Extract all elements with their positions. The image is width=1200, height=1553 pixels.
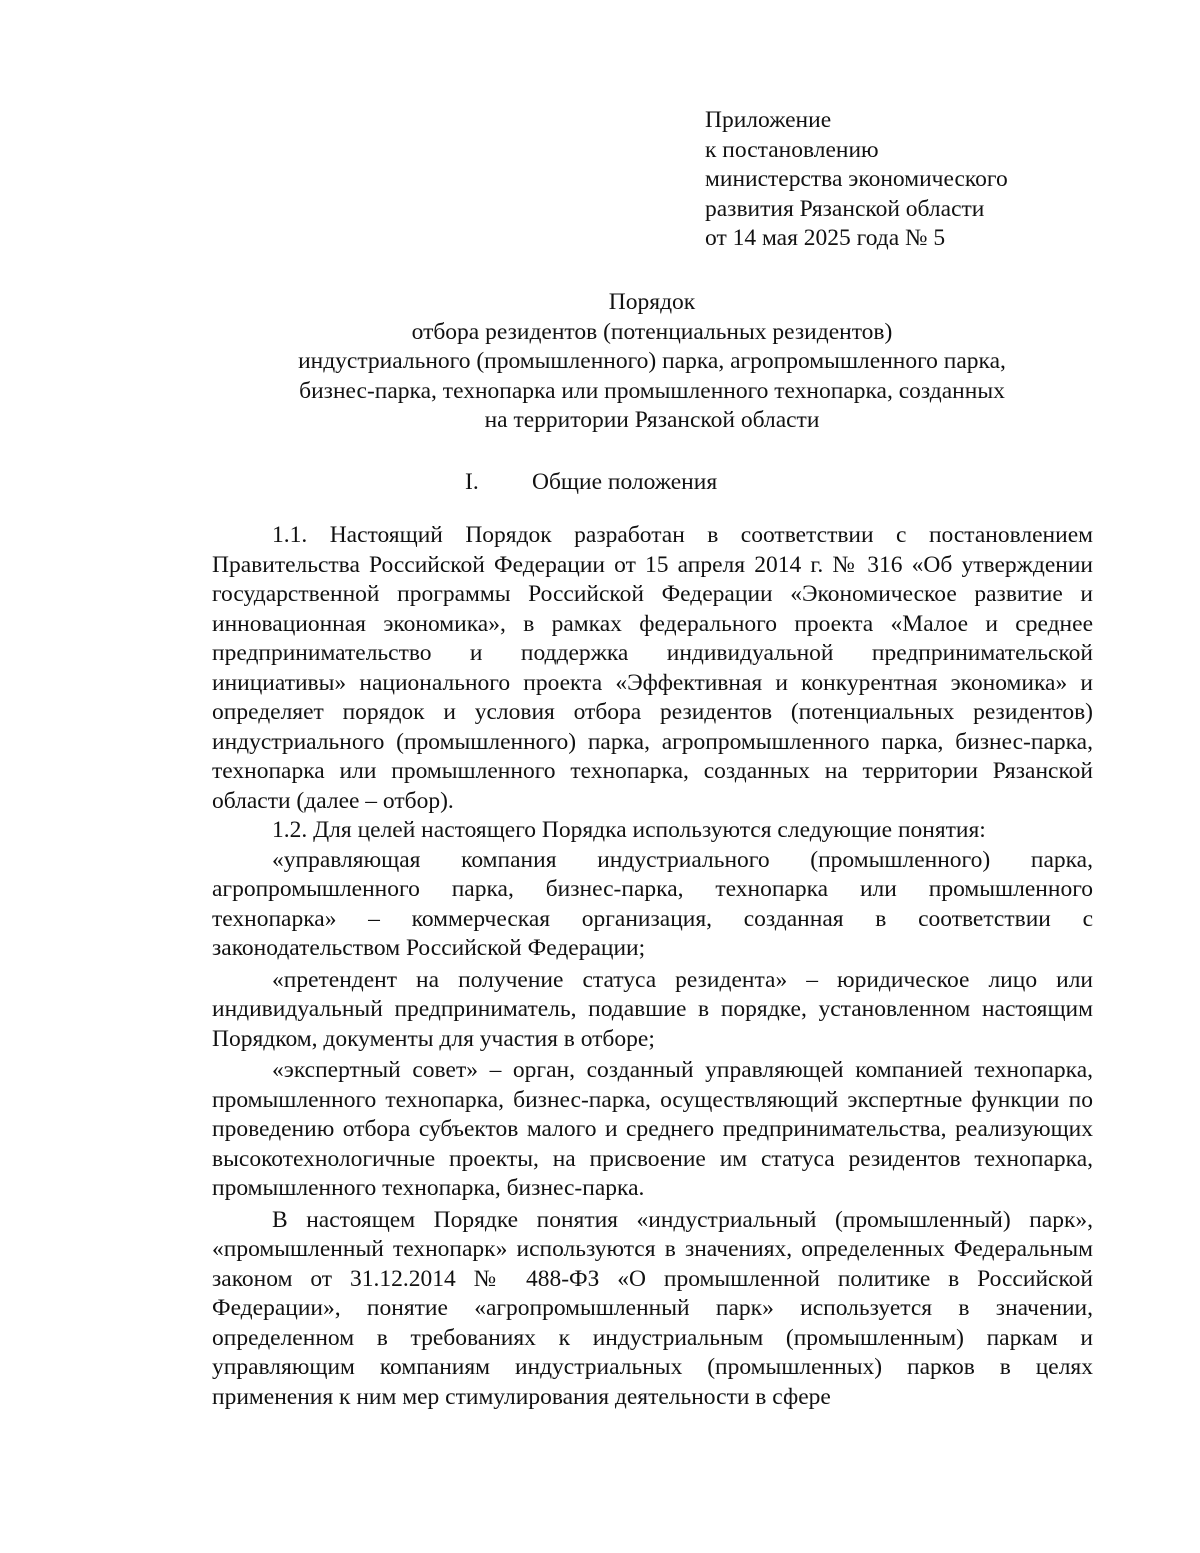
paragraph: «претендент на получение статуса резидента» – юридическое лицо или индивидуальный предприниматель, подавшие в порядке, установленном настоящим Порядком, документы для участия в отборе;	[212, 966, 1093, 1052]
paragraph: В настоящем Порядке понятия «индустриальный (промышленный) парк», «промышленный технопарк» используются в значениях, определенных Федеральным законом от 31.12.2014 № 488-ФЗ «О промышленной политике в Российской Федерации», понятие «агропромышленный парк» используется в значении, определенном в требованиях к индустриальным (промышленным) паркам и управляющим компаниям индустриальных (промышленных) парков в целях применения к ним мер стимулирования деятельности в сфере	[212, 1206, 1093, 1410]
section-number: I.	[465, 469, 479, 495]
title-line: индустриального (промышленного) парка, агропромышленного парка,	[298, 348, 1006, 374]
document-body	[212, 521, 1093, 1412]
paragraph: «управляющая компания индустриального (промышленного) парка, агропромышленного парка, бизнес-парка, технопарка или промышленного технопарка» – коммерческая организация, созданная в соответствии с законодательством Российской Федерации;	[212, 846, 1093, 961]
paragraph: 1.1. Настоящий Порядок разработан в соответствии с постановлением Правительства Российской Федерации от 15 апреля 2014 г. № 316 «Об утверждении государственной программы Российской Федерации «Экономическое развитие и инновационная экономика», в рамках федерального проекта «Малое и среднее предпринимательство и поддержка индивидуальной предпринимательской инициативы» национального проекта «Эффективная и конкурентная экономика» и определяет порядок и условия отбора резидентов (потенциальных резидентов) индустриального (промышленного) парка, агропромышленного парка, бизнес-парка, технопарка или промышленного технопарка, созданных на территории Рязанской области (далее – отбор).	[212, 522, 1093, 814]
document-title	[212, 288, 1092, 436]
title-line: на территории Рязанской области	[484, 407, 820, 433]
paragraph: «экспертный совет» – орган, созданный управляющей компанией технопарка, промышленного технопарка, бизнес-парка, осуществляющий экспертные функции по проведению отбора субъектов малого и среднего предпринимательства, реализующих высокотехнологичные проекты, на присвоение им статуса резидентов технопарка, промышленного технопарка, бизнес-парка.	[212, 1057, 1093, 1201]
appendix-line: Приложение	[705, 107, 832, 133]
paragraph: 1.2. Для целей настоящего Порядка используются следующие понятия:	[272, 817, 986, 843]
appendix-line: развития Рязанской области	[705, 195, 985, 222]
appendix-block	[705, 106, 1008, 254]
section-name: Общие положения	[532, 469, 718, 495]
appendix-line: к постановлению	[705, 136, 879, 163]
title-line: бизнес-парка, технопарка или промышленного технопарка, созданных	[299, 377, 1005, 404]
appendix-line: от 14 мая 2025 года № 5	[705, 225, 946, 251]
title-line: отбора резидентов (потенциальных резидентов)	[411, 318, 893, 345]
appendix-line: министерства экономического	[705, 166, 1008, 192]
title-line: Порядок	[608, 289, 696, 315]
